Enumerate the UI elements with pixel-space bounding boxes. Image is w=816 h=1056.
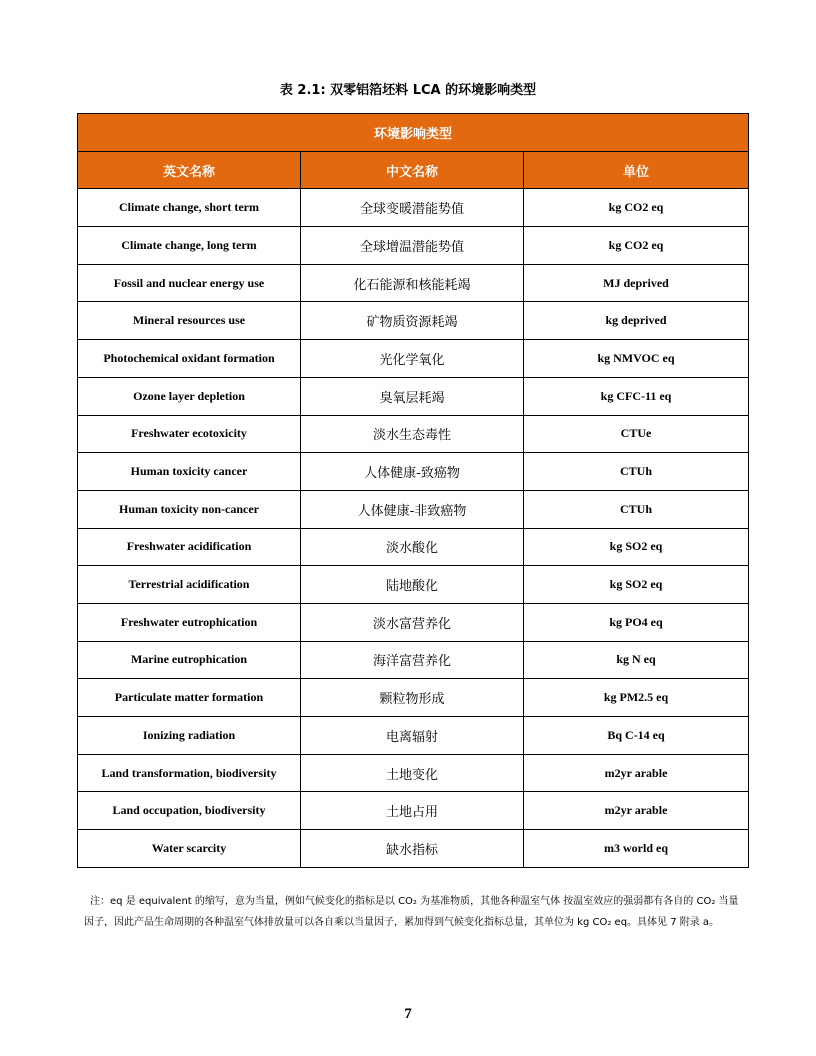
unit: kg N eq <box>524 641 749 679</box>
table-row <box>78 415 749 453</box>
english-name: Fossil and nuclear energy use <box>78 264 301 302</box>
chinese-name: 化石能源和核能耗竭 <box>301 264 524 302</box>
impact-category-table <box>77 113 749 868</box>
english-name: Photochemical oxidant formation <box>78 340 301 378</box>
unit: m3 world eq <box>524 830 749 868</box>
table-row <box>78 264 749 302</box>
table-row <box>78 679 749 717</box>
table-row <box>78 490 749 528</box>
unit: Bq C-14 eq <box>524 717 749 755</box>
unit: CTUh <box>524 453 749 491</box>
english-name: Particulate matter formation <box>78 679 301 717</box>
english-name: Ionizing radiation <box>78 717 301 755</box>
unit: kg CO2 eq <box>524 189 749 227</box>
english-name: Climate change, long term <box>78 227 301 265</box>
chinese-name: 全球增温潜能势值 <box>301 227 524 265</box>
table-row <box>78 566 749 604</box>
unit: kg deprived <box>524 302 749 340</box>
english-name: Land transformation, biodiversity <box>78 754 301 792</box>
table-row <box>78 641 749 679</box>
english-name: Freshwater acidification <box>78 528 301 566</box>
english-name: Human toxicity non-cancer <box>78 490 301 528</box>
table-row <box>78 189 749 227</box>
unit: kg SO2 eq <box>524 528 749 566</box>
english-name: Ozone layer depletion <box>78 377 301 415</box>
english-name: Freshwater eutrophication <box>78 603 301 641</box>
table-row <box>78 340 749 378</box>
unit: CTUh <box>524 490 749 528</box>
unit: kg SO2 eq <box>524 566 749 604</box>
chinese-name: 人体健康-非致癌物 <box>301 490 524 528</box>
unit: m2yr arable <box>524 792 749 830</box>
group-header: 环境影响类型 <box>78 114 749 152</box>
chinese-name: 淡水酸化 <box>301 528 524 566</box>
column-header-english: 英文名称 <box>78 151 301 189</box>
unit: kg NMVOC eq <box>524 340 749 378</box>
chinese-name: 淡水生态毒性 <box>301 415 524 453</box>
table-row <box>78 302 749 340</box>
chinese-name: 淡水富营养化 <box>301 603 524 641</box>
table-caption: 表 2.1: 双零铝箔坯料 LCA 的环境影响类型 <box>279 83 537 98</box>
chinese-name: 缺水指标 <box>301 830 524 868</box>
group-header-row <box>78 114 749 152</box>
chinese-name: 全球变暖潜能势值 <box>301 189 524 227</box>
english-name: Marine eutrophication <box>78 641 301 679</box>
chinese-name: 土地变化 <box>301 754 524 792</box>
table-row <box>78 830 749 868</box>
unit: kg CFC-11 eq <box>524 377 749 415</box>
page-number: 7 <box>404 1006 412 1022</box>
chinese-name: 土地占用 <box>301 792 524 830</box>
chinese-name: 颗粒物形成 <box>301 679 524 717</box>
english-name: Water scarcity <box>78 830 301 868</box>
table-row <box>78 754 749 792</box>
table-row <box>78 528 749 566</box>
chinese-name: 矿物质资源耗竭 <box>301 302 524 340</box>
column-header-unit: 单位 <box>524 151 749 189</box>
table-footnote: 注：eq 是 equivalent 的缩写，意为当量，例如气候变化的指标是以 CO₂ 为基准物质，其他各种温室气体 按温室效应的强弱都有各自的 CO₂ 当量因子，因此产品生命周期的各种温室气体排放量可以各自乘以当量因子，累加得到气候变化指标总量，其单位为 kg CO₂ eq。具体见 7 附录 a。 <box>84 896 739 928</box>
table-row <box>78 603 749 641</box>
chinese-name: 电离辐射 <box>301 717 524 755</box>
english-name: Mineral resources use <box>78 302 301 340</box>
chinese-name: 人体健康-致癌物 <box>301 453 524 491</box>
table-row <box>78 377 749 415</box>
chinese-name: 海洋富营养化 <box>301 641 524 679</box>
english-name: Human toxicity cancer <box>78 453 301 491</box>
unit: kg CO2 eq <box>524 227 749 265</box>
unit: MJ deprived <box>524 264 749 302</box>
chinese-name: 光化学氧化 <box>301 340 524 378</box>
unit: kg PO4 eq <box>524 603 749 641</box>
column-header-row <box>78 151 749 189</box>
english-name: Terrestrial acidification <box>78 566 301 604</box>
table-row <box>78 227 749 265</box>
english-name: Freshwater ecotoxicity <box>78 415 301 453</box>
english-name: Climate change, short term <box>78 189 301 227</box>
english-name: Land occupation, biodiversity <box>78 792 301 830</box>
unit: CTUe <box>524 415 749 453</box>
unit: m2yr arable <box>524 754 749 792</box>
table-row <box>78 453 749 491</box>
chinese-name: 陆地酸化 <box>301 566 524 604</box>
table-row <box>78 792 749 830</box>
column-header-chinese: 中文名称 <box>301 151 524 189</box>
chinese-name: 臭氧层耗竭 <box>301 377 524 415</box>
unit: kg PM2.5 eq <box>524 679 749 717</box>
table-row <box>78 717 749 755</box>
